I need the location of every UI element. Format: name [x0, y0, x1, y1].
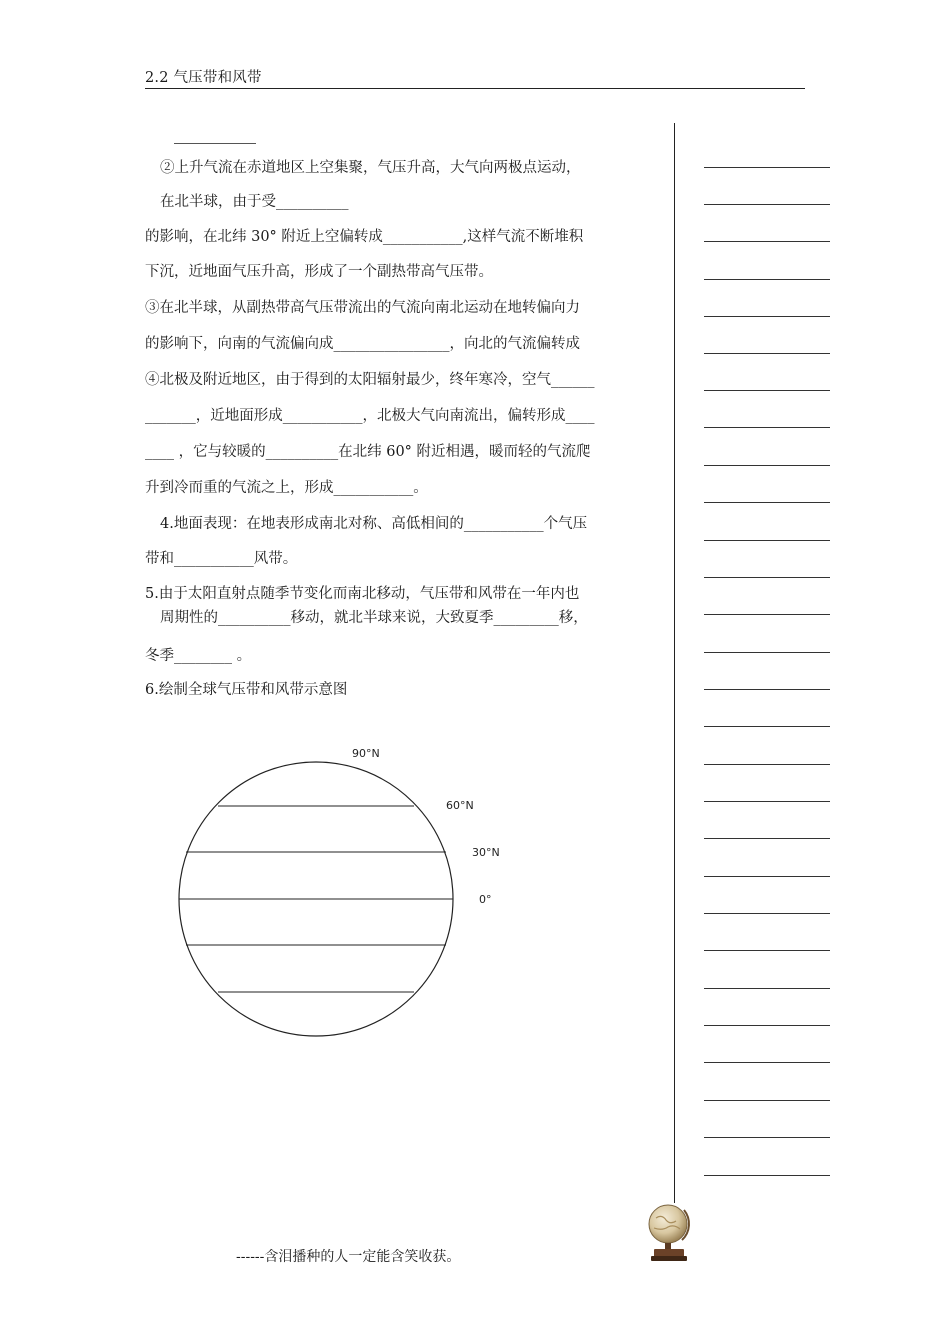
note-line	[704, 1137, 830, 1138]
note-line	[704, 279, 830, 280]
body-line: ____ ，它与较暖的__________在北纬 60° 附近相遇，暖而轻的气流爬	[145, 444, 591, 460]
note-line	[704, 950, 830, 951]
note-line	[704, 838, 830, 839]
note-line	[704, 502, 830, 503]
body-line: 冬季________ 。	[145, 648, 252, 664]
note-line	[704, 204, 830, 205]
note-line	[704, 801, 830, 802]
body-line: 周期性的__________移动，就北半球来说，大致夏季_________移，	[160, 610, 588, 626]
label-90n: 90°N	[352, 747, 380, 760]
label-60n: 60°N	[446, 799, 474, 812]
note-line	[704, 427, 830, 428]
label-30n: 30°N	[472, 846, 500, 859]
body-line: 4.地面表现：在地表形成南北对称、高低相间的___________个气压	[160, 516, 588, 532]
note-line	[704, 540, 830, 541]
note-line	[704, 764, 830, 765]
body-line: 的影响，在北纬 30° 附近上空偏转成___________,这样气流不断堆积	[145, 229, 584, 245]
note-line	[704, 167, 830, 168]
note-line	[704, 390, 830, 391]
body-line: 的影响下，向南的气流偏向成________________，向北的气流偏转成	[145, 336, 580, 352]
body-line: 5.由于太阳直射点随季节变化而南北移动，气压带和风带在一年内也	[145, 586, 580, 602]
body-line: 升到冷而重的气流之上，形成___________。	[145, 480, 428, 496]
note-line	[704, 1175, 830, 1176]
note-line	[704, 913, 830, 914]
section-heading: 6.绘制全球气压带和风带示意图	[145, 682, 348, 698]
note-line	[704, 689, 830, 690]
note-line	[704, 988, 830, 989]
body-line: 下沉，近地面气压升高，形成了一个副热带高气压带。	[145, 264, 493, 280]
note-line	[704, 726, 830, 727]
vertical-divider	[674, 123, 675, 1203]
label-equator: 0°	[479, 893, 492, 906]
note-line	[704, 353, 830, 354]
top-blank	[174, 143, 256, 144]
body-line: _______，近地面形成___________，北极大气向南流出，偏转形成____	[145, 408, 595, 424]
globe-icon	[642, 1200, 698, 1264]
body-line: ②上升气流在赤道地区上空集聚，气压升高，大气向两极点运动，	[160, 160, 581, 176]
header-rule	[145, 88, 805, 89]
note-line	[704, 652, 830, 653]
body-line: 在北半球，由于受__________	[160, 194, 349, 210]
note-line	[704, 1025, 830, 1026]
note-line	[704, 876, 830, 877]
note-line	[704, 465, 830, 466]
note-line	[704, 316, 830, 317]
pressure-belt-diagram	[170, 740, 530, 1050]
body-line: ④北极及附近地区，由于得到的太阳辐射最少，终年寒冷，空气______	[145, 372, 595, 388]
body-line: ③在北半球，从副热带高气压带流出的气流向南北运动在地转偏向力	[145, 300, 580, 316]
note-line	[704, 241, 830, 242]
note-line	[704, 1100, 830, 1101]
note-line	[704, 614, 830, 615]
body-line: 带和___________风带。	[145, 551, 298, 567]
note-line	[704, 1062, 830, 1063]
note-line	[704, 577, 830, 578]
footer-motto: ------含泪播种的人一定能含笑收获。	[236, 1249, 461, 1265]
page-header-title: 2.2 气压带和风带	[145, 70, 262, 86]
